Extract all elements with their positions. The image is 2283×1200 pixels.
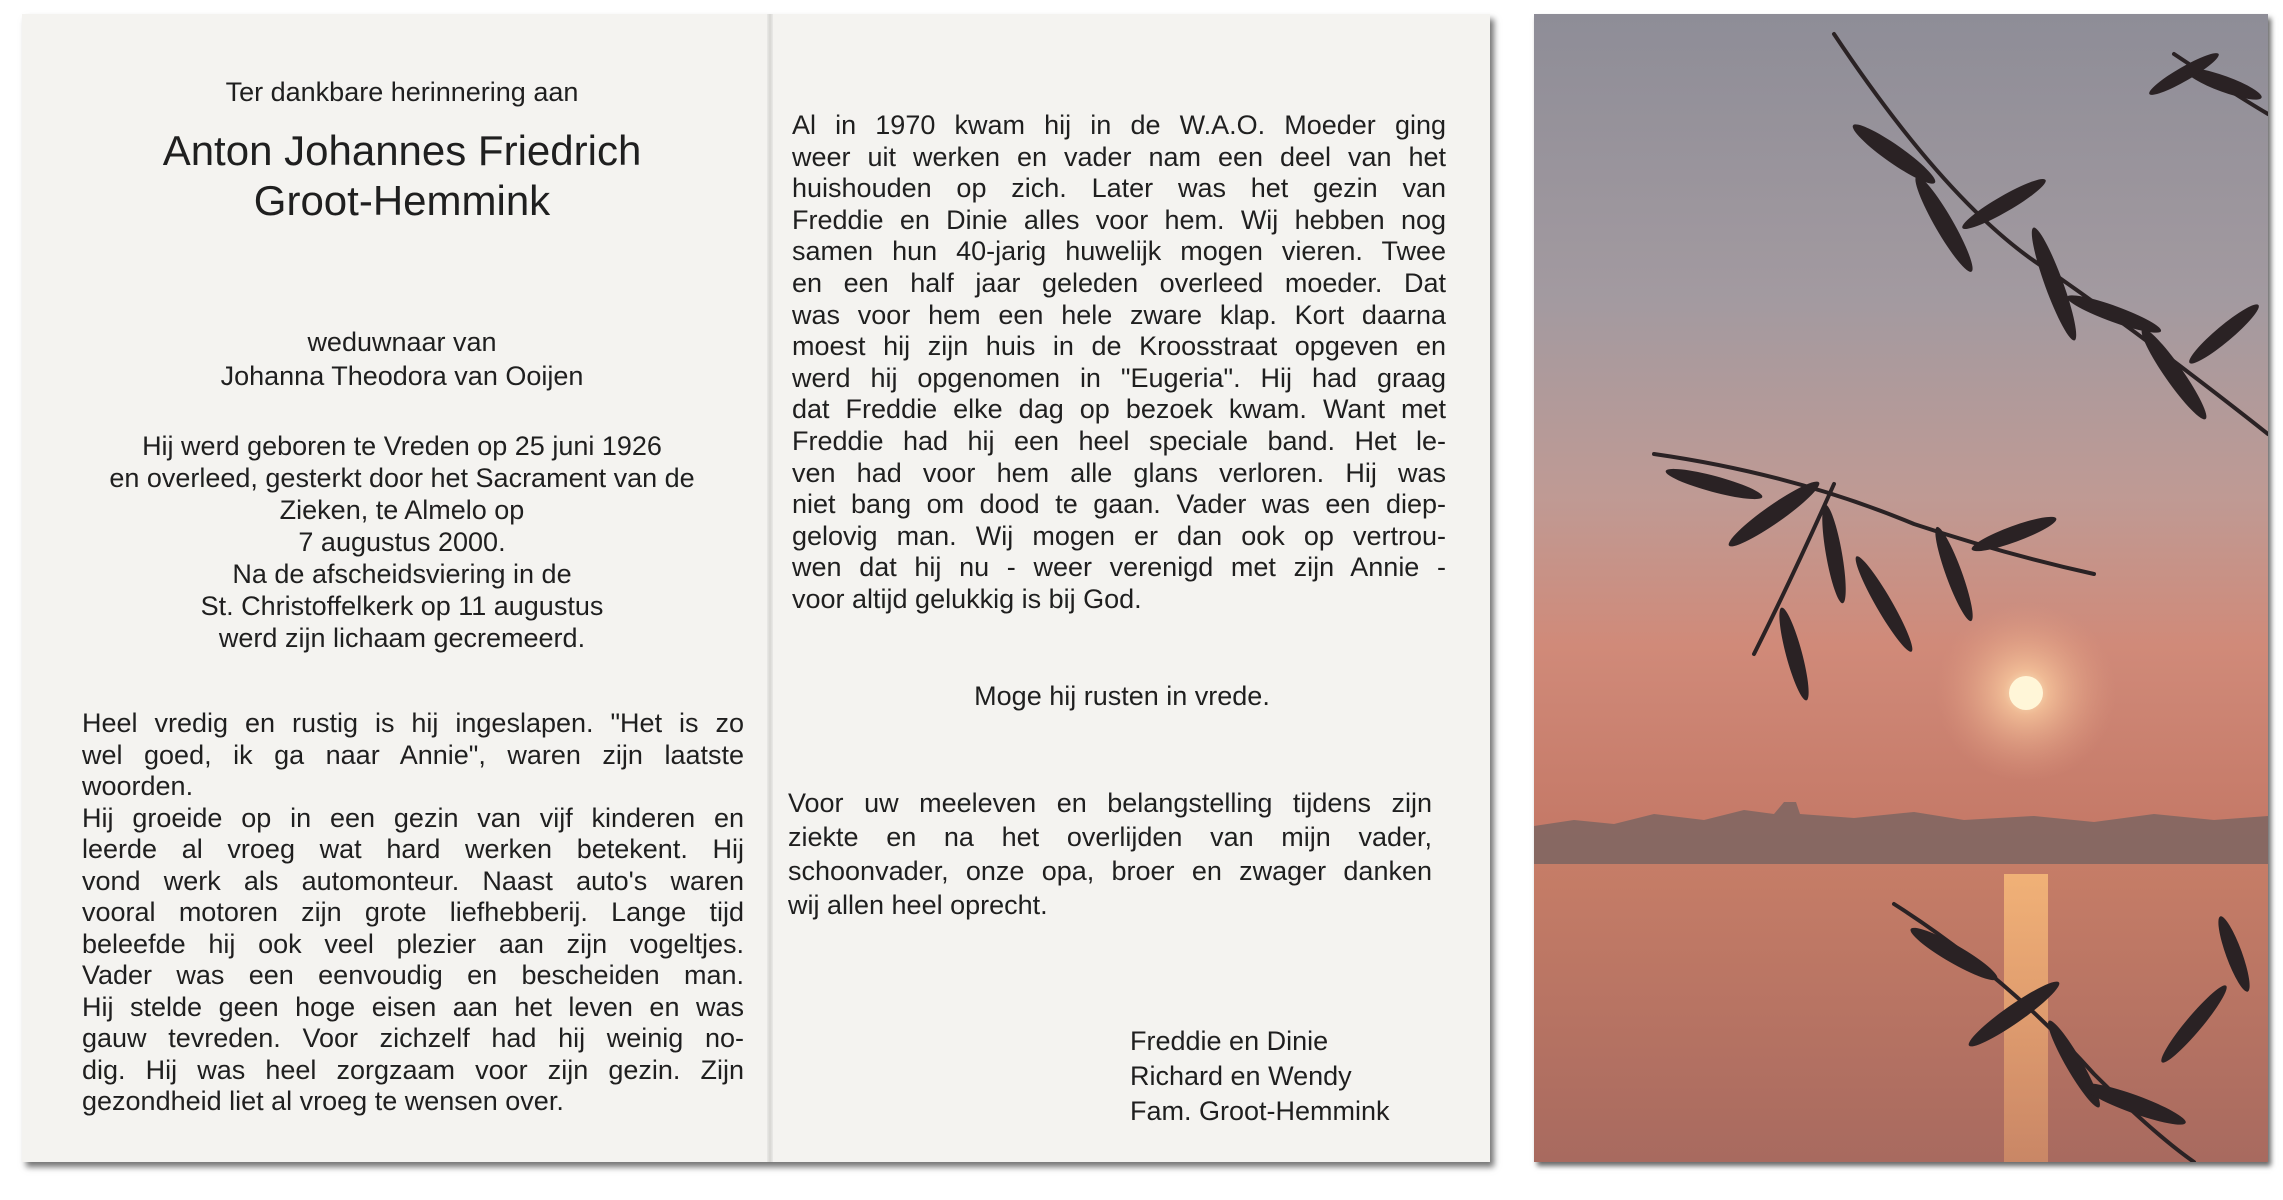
story-line: niet bang om dood te gaan. Vader was een diep-: [792, 489, 1446, 520]
life-line: werd zijn lichaam gecremeerd.: [218, 623, 586, 653]
memorial-card: [22, 14, 1490, 1162]
story-line: huishouden op zich. Later was het gezin van: [792, 173, 1446, 204]
signatures: [1130, 1024, 1452, 1129]
signature-line: Richard en Wendy: [1130, 1061, 1352, 1091]
story-line: Heel vredig en rustig is hij ingeslapen. "Het is zo: [82, 708, 744, 738]
story-line: Freddie had hij een heel speciale band. Het le-: [792, 425, 1446, 456]
sunset-photo-icon: [1534, 14, 2268, 1162]
story-line: samen hun 40-jarig huwelijk mogen vieren. Twee: [792, 236, 1446, 267]
story-line: Al in 1970 kwam hij in de W.A.O. Moeder ging: [792, 110, 1446, 140]
story-line: vond werk als automonteur. Naast auto's waren: [82, 865, 744, 896]
story-line: dig. Hij was heel zorgzaam voor zijn gezin. Zijn: [82, 1054, 744, 1085]
life-line: St. Christoffelkerk op 11 augustus: [200, 591, 604, 621]
story-line: Freddie en Dinie alles voor hem. Wij hebben nog: [792, 204, 1446, 235]
right-page: [788, 14, 1452, 1162]
story-line: voor altijd gelukkig is bij God.: [792, 583, 1142, 614]
life-line: Zieken, te Almelo op: [279, 495, 525, 525]
life-line: en overleed, gesterkt door het Sacrament van de: [109, 463, 695, 493]
intro-text: Ter dankbare herinnering aan: [225, 77, 579, 107]
story-right: [792, 110, 1446, 616]
story-line: gezondheid liet al vroeg te wensen over.: [82, 1086, 564, 1116]
story-line: vooral motoren zijn grote liefhebberij. Lange tijd: [82, 897, 744, 927]
story-line: gauw tevreden. Voor zichzelf had hij weinig no-: [82, 1023, 744, 1053]
story-line: Vader was een eenvoudig en bescheiden man.: [82, 960, 744, 990]
story-line: was voor hem een hele zware klap. Kort daarna: [792, 299, 1446, 330]
thanks-text: [788, 786, 1432, 922]
widower-label: weduwnaar van: [307, 327, 497, 357]
rest-in-peace: Moge hij rusten in vrede.: [974, 681, 1270, 711]
story-line: en een half jaar geleden overleed moeder. Dat: [792, 267, 1446, 298]
thanks-line: Voor uw meeleven en belangstelling tijdens zijn: [788, 788, 1432, 818]
thanks-line: schoonvader, onze opa, broer en zwager danken: [788, 856, 1432, 886]
story-line: woorden.: [82, 771, 194, 801]
deceased-name: [60, 126, 744, 226]
story-line: werd hij opgenomen in "Eugeria". Hij had graag: [792, 362, 1446, 393]
card-fold: [767, 14, 773, 1162]
story-left: [82, 708, 744, 1118]
life-details: [60, 430, 744, 654]
life-line: Hij werd geboren te Vreden op 25 juni 1926: [142, 431, 662, 461]
signature-line: Fam. Groot-Hemmink: [1130, 1096, 1390, 1126]
story-line: leerde al vroeg wat hard werken betekent. Hij: [82, 834, 744, 864]
story-line: beleefde hij ook veel plezier aan zijn vogeltjes.: [82, 928, 744, 959]
story-line: wen dat hij nu - weer verenigd met zijn Annie -: [792, 552, 1446, 583]
story-line: dat Freddie elke dag op bezoek kwam. Want met: [792, 394, 1446, 425]
thanks-line: ziekte en na het overlijden van mijn vader,: [788, 822, 1432, 852]
name-line-1: Anton Johannes Friedrich: [162, 127, 642, 174]
story-line: weer uit werken en vader nam een deel van het: [792, 141, 1446, 172]
thanks-line: wij allen heel oprecht.: [788, 890, 1048, 920]
life-line: Na de afscheidsviering in de: [232, 559, 572, 589]
signature-line: Freddie en Dinie: [1130, 1026, 1329, 1056]
left-page: [60, 14, 744, 1162]
story-line: ven had voor hem alle glans verloren. Hij was: [792, 457, 1446, 488]
story-line: moest hij zijn huis in de Kroosstraat opgeven en: [792, 331, 1446, 362]
life-line: 7 augustus 2000.: [298, 527, 506, 557]
story-line: wel goed, ik ga naar Annie", waren zijn laatste: [82, 739, 744, 770]
sunset-photo: [1534, 14, 2268, 1162]
story-line: Hij stelde geen hoge eisen aan het leven en was: [82, 991, 744, 1022]
name-line-2: Groot-Hemmink: [253, 177, 551, 224]
story-line: gelovig man. Wij mogen er dan ook op vertrou-: [792, 520, 1446, 551]
spouse-name: Johanna Theodora van Ooijen: [220, 361, 584, 391]
story-line: Hij groeide op in een gezin van vijf kinderen en: [82, 802, 744, 833]
